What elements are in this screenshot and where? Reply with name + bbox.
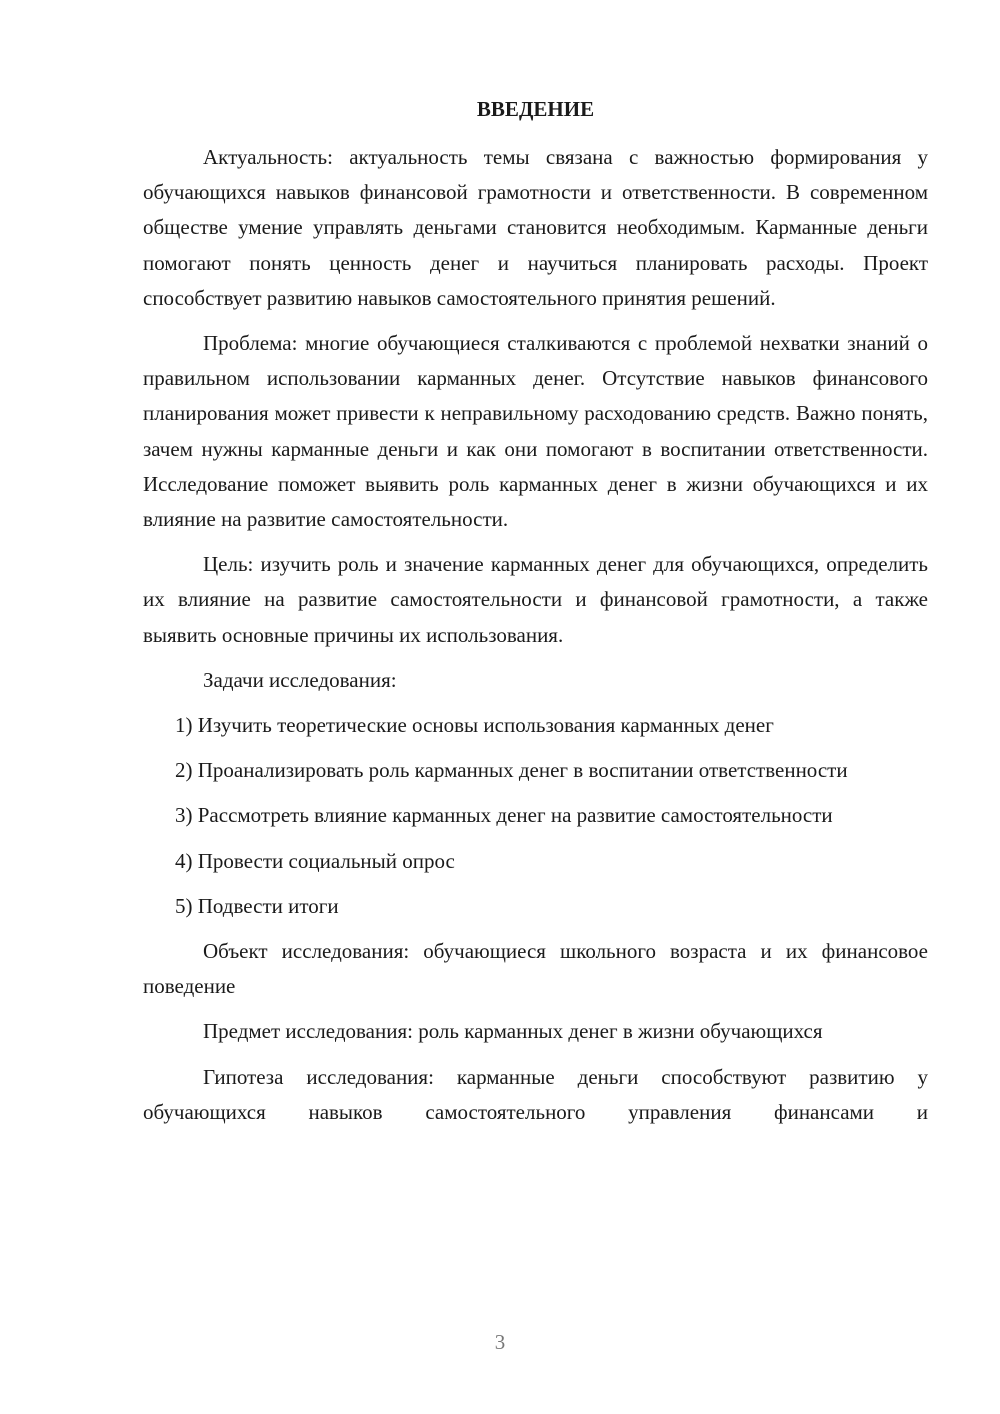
goal-paragraph: Цель: изучить роль и значение карманных денег для обучающихся, определить их влияние на развитие самостоятельности и финансовой грамотности, а также выявить основные причины их использования.	[143, 552, 928, 647]
task-item-1: 1) Изучить теоретические основы использования карманных денег	[175, 713, 774, 738]
relevance-paragraph: Актуальность: актуальность темы связана с важностью формирования у обучающихся навыков финансовой грамотности и ответственности. В современном обществе умение управлять деньгами становится необходимым. Карманные деньги помогают понять ценность денег и научиться планировать расходы. Проект способствует развитию навыков самостоятельного принятия решений.	[143, 145, 928, 310]
hypothesis-paragraph: Гипотеза исследования: карманные деньги способствуют развитию у обучающихся навыков самостоятельного управления финансами и	[143, 1064, 928, 1124]
page-number: 3	[494, 1330, 506, 1354]
task-item-4: 4) Провести социальный опрос	[175, 848, 455, 873]
task-item-3: 3) Рассмотреть влияние карманных денег на развитие самостоятельности	[175, 803, 833, 828]
page-content	[143, 92, 928, 1140]
problem-paragraph: Проблема: многие обучающиеся сталкиваются с проблемой нехватки знаний о правильном использовании карманных денег. Отсутствие навыков финансового планирования может привести к неправильному расходованию средств. Важно понять, зачем нужны карманные деньги и как они помогают в воспитании ответственности. Исследование поможет выявить роль карманных денег в жизни обучающихся и их влияние на развитие самостоятельности.	[143, 331, 928, 532]
tasks-heading: Задачи исследования:	[203, 667, 397, 692]
section-heading: ВВЕДЕНИЕ	[476, 97, 595, 121]
object-paragraph: Объект исследования: обучающиеся школьного возраста и их финансовое поведение	[143, 939, 928, 999]
subject-paragraph: Предмет исследования: роль карманных денег в жизни обучающихся	[203, 1019, 823, 1044]
task-item-5: 5) Подвести итоги	[175, 893, 339, 918]
task-item-2: 2) Проанализировать роль карманных денег в воспитании ответственности	[175, 758, 848, 783]
